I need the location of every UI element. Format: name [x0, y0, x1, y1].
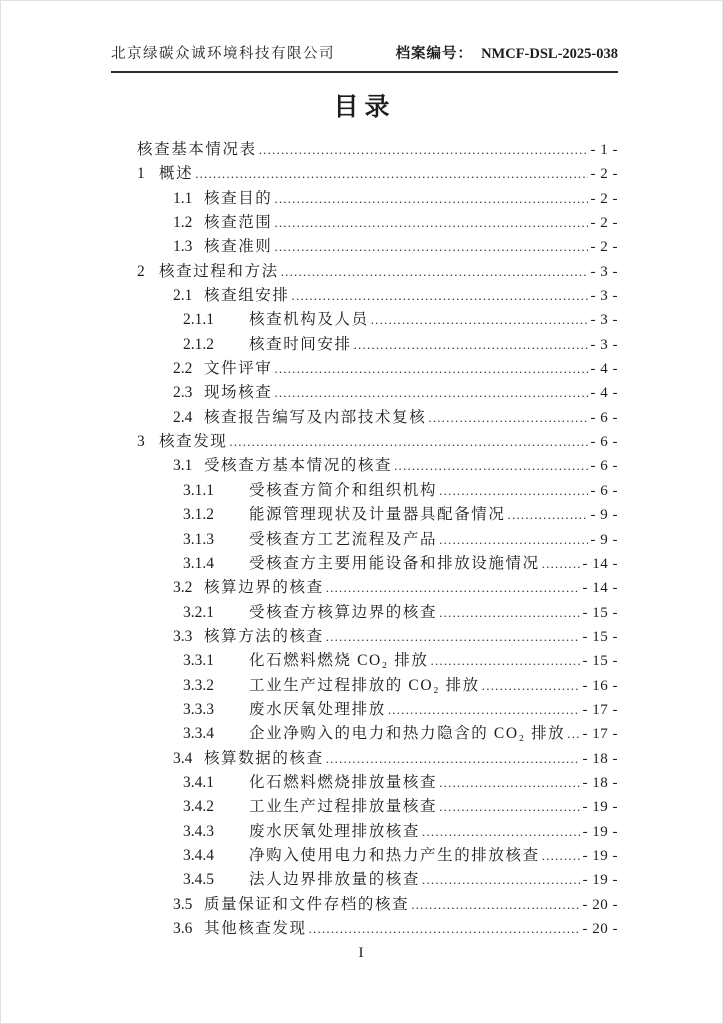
toc-entry-label: 法人边界排放量的核查: [249, 871, 421, 889]
toc-leader-dots: [326, 747, 580, 771]
toc-leader-dots: [439, 601, 579, 625]
toc-entry-number: 3.2.1: [183, 603, 214, 621]
toc-entry-number: 3.1.2: [183, 506, 214, 524]
toc-entry[interactable]: [111, 868, 618, 892]
archive-number-group: [396, 45, 618, 64]
toc-leader-dots: [259, 138, 588, 162]
toc-entry-page: - 9 -: [590, 507, 618, 524]
toc-entry-label: 废水厌氧处理排放核查: [249, 822, 421, 840]
toc-entry-number: 3.4: [173, 749, 193, 767]
toc-entry-label: 核算方法的核查: [204, 627, 324, 645]
toc-entry-page: - 14 -: [582, 580, 618, 597]
toc-entry-label: 化石燃料燃烧排放量核查: [249, 773, 438, 791]
toc-entry-label: 核算边界的核查: [204, 579, 324, 597]
toc-entry-number: 3.1: [173, 457, 193, 475]
toc-entry[interactable]: [111, 722, 618, 746]
toc-entry-label: 核查准则: [204, 238, 273, 256]
toc-entry[interactable]: [111, 162, 618, 186]
toc-leader-dots: [482, 674, 580, 698]
toc-entry-label: 核查基本情况表: [137, 141, 257, 158]
toc-entry-page: - 3 -: [590, 312, 618, 329]
toc-entry-number: 3.1.4: [183, 554, 214, 572]
toc-entry-page: - 19 -: [582, 823, 618, 840]
toc-entry-label: 受核查方工艺流程及产品: [249, 530, 438, 548]
toc-entry-page: - 20 -: [582, 896, 618, 913]
toc-leader-dots: [422, 868, 579, 892]
toc-entry-label: 核查范围: [204, 214, 273, 232]
toc-entry-number: 2.1.2: [183, 335, 214, 353]
toc-leader-dots: [292, 284, 588, 308]
toc-entry-number: 2.3: [173, 384, 193, 402]
toc-entry[interactable]: [111, 479, 618, 503]
toc-entry-number: 2: [137, 262, 145, 280]
toc-entry-label: 核查时间安排: [249, 335, 352, 353]
toc-leader-dots: [431, 649, 580, 673]
toc-leader-dots: [274, 381, 587, 405]
toc-entry-label: 工业生产过程排放量核查: [249, 798, 438, 816]
toc-entry-page: - 17 -: [582, 726, 618, 743]
toc-entry-label: 企业净购入的电力和热力隐含的 CO₂ 排放: [249, 725, 566, 743]
toc-leader-dots: [274, 357, 587, 381]
toc-entry[interactable]: [111, 625, 618, 649]
toc-leader-dots: [422, 820, 579, 844]
toc-entry-page: - 18 -: [582, 750, 618, 767]
toc-leader-dots: [542, 844, 580, 868]
toc-entry-number: 3.3.3: [183, 700, 214, 718]
toc-entry[interactable]: [111, 601, 618, 625]
toc-entry-label: 质量保证和文件存档的核查: [204, 895, 410, 913]
toc-entry-number: 3.2: [173, 579, 193, 597]
toc-entry-page: - 2 -: [590, 190, 618, 207]
toc-entry-label: 概述: [159, 165, 194, 183]
toc-entry[interactable]: [111, 674, 618, 698]
toc-entry-label: 核查组安排: [204, 287, 290, 305]
toc-leader-dots: [439, 479, 587, 503]
toc-leader-dots: [542, 552, 580, 576]
toc-entry[interactable]: [111, 771, 618, 795]
archive-number-label: 档案编号：: [395, 46, 474, 62]
toc-entry-page: - 15 -: [582, 604, 618, 621]
toc-entry[interactable]: [111, 649, 618, 673]
toc-entry-page: - 2 -: [590, 239, 618, 256]
toc-entry[interactable]: [111, 284, 618, 308]
toc-entry-number: 2.1: [173, 287, 193, 305]
toc-entry[interactable]: [111, 576, 618, 600]
toc-entry-page: - 16 -: [582, 677, 618, 694]
toc-entry-page: - 19 -: [582, 847, 618, 864]
toc-entry-number: 3.4.2: [183, 798, 214, 816]
toc-entry-label: 核查目的: [204, 189, 273, 207]
toc-leader-dots: [274, 187, 587, 211]
toc-entry-number: 3.1.1: [183, 481, 214, 499]
toc-leader-dots: [354, 333, 588, 357]
toc-entry-page: - 19 -: [582, 872, 618, 889]
toc-entry[interactable]: [111, 357, 618, 381]
toc-entry[interactable]: [111, 454, 618, 478]
toc-entry-page: - 6 -: [590, 458, 618, 475]
page-number-footer: I: [358, 945, 365, 961]
toc-entry[interactable]: [111, 528, 618, 552]
toc-leader-dots: [274, 211, 587, 235]
toc-entry[interactable]: [111, 820, 618, 844]
toc-entry[interactable]: [111, 503, 618, 527]
toc-entry-number: 3.3.2: [183, 676, 214, 694]
toc-entry[interactable]: [111, 893, 618, 917]
toc-entry-label: 受核查方基本情况的核查: [204, 457, 393, 475]
toc-entry-number: 3.4.3: [183, 822, 214, 840]
toc-entry[interactable]: [111, 747, 618, 771]
toc-entry-number: 3.3.1: [183, 652, 214, 670]
toc-leader-dots: [388, 698, 580, 722]
toc-entry-page: - 6 -: [590, 409, 618, 426]
toc-leader-dots: [439, 795, 579, 819]
toc-entry[interactable]: [111, 308, 618, 332]
toc-leader-dots: [439, 771, 579, 795]
toc-leader-dots: [309, 917, 580, 941]
toc-entry-label: 受核查方简介和组织机构: [249, 481, 438, 499]
toc-entry-number: 2.1.1: [183, 311, 214, 329]
toc-entry-label: 核查机构及人员: [249, 311, 369, 329]
toc-entry[interactable]: [111, 235, 618, 259]
toc-entry[interactable]: [111, 211, 618, 235]
toc-entry-page: - 3 -: [590, 336, 618, 353]
toc-entry-label: 核算数据的核查: [204, 749, 324, 767]
toc-entry[interactable]: [111, 187, 618, 211]
toc-entry-page: - 2 -: [590, 215, 618, 232]
toc-entry-label: 能源管理现状及计量器具配备情况: [249, 506, 506, 524]
page-title: 目录: [333, 94, 396, 121]
toc-entry[interactable]: [111, 552, 618, 576]
toc-entry-label: 受核查方核算边界的核查: [249, 603, 438, 621]
toc-entry[interactable]: [111, 917, 618, 941]
toc-leader-dots: [326, 625, 580, 649]
toc-entry[interactable]: [111, 430, 618, 454]
toc-entry-label: 核查发现: [159, 433, 228, 451]
toc-entry-number: 3.1.3: [183, 530, 214, 548]
toc-entry-page: - 6 -: [590, 434, 618, 451]
toc-entry-number: 3.6: [173, 920, 193, 937]
table-of-contents: [111, 138, 618, 941]
toc-entry-label: 核查过程和方法: [159, 262, 279, 280]
toc-entry-number: 3.4.1: [183, 773, 214, 791]
toc-entry-page: - 14 -: [582, 555, 618, 572]
toc-entry-page: - 18 -: [582, 774, 618, 791]
toc-entry[interactable]: [111, 260, 618, 284]
toc-entry-page: - 6 -: [590, 482, 618, 499]
toc-entry-page: - 2 -: [590, 166, 618, 183]
toc-entry[interactable]: [111, 406, 618, 430]
toc-entry-number: 3.4.4: [183, 846, 214, 864]
toc-entry-page: - 4 -: [590, 385, 618, 402]
toc-leader-dots: [281, 260, 588, 284]
toc-leader-dots: [508, 503, 588, 527]
toc-leader-dots: [411, 893, 579, 917]
toc-leader-dots: [567, 722, 579, 746]
toc-entry-number: 1.1: [173, 189, 193, 207]
toc-entry-label: 工业生产过程排放的 CO₂ 排放: [249, 676, 480, 694]
toc-entry[interactable]: [111, 333, 618, 357]
toc-leader-dots: [439, 528, 587, 552]
toc-entry-label: 受核查方主要用能设备和排放设施情况: [249, 554, 540, 572]
toc-entry-page: - 3 -: [590, 263, 618, 280]
toc-entry-number: 3: [137, 433, 145, 451]
toc-entry[interactable]: [111, 698, 618, 722]
toc-entry-label: 废水厌氧处理排放: [249, 700, 386, 718]
toc-entry-label: 文件评审: [204, 360, 273, 378]
toc-entry-number: 3.4.5: [183, 871, 214, 889]
toc-entry-number: 3.5: [173, 895, 193, 913]
toc-leader-dots: [394, 454, 587, 478]
toc-entry-label: 其他核查发现: [204, 920, 307, 937]
toc-entry-page: - 3 -: [590, 288, 618, 305]
archive-number-value: NMCF-DSL-2025-038: [481, 46, 618, 62]
toc-leader-dots: [274, 235, 587, 259]
toc-entry-label: 净购入使用电力和热力产生的排放核查: [249, 846, 540, 864]
toc-entry[interactable]: [111, 795, 618, 819]
toc-entry-number: 2.4: [173, 408, 193, 426]
toc-entry-label: 核查报告编写及内部技术复核: [204, 408, 427, 426]
toc-leader-dots: [371, 308, 588, 332]
toc-entry-page: - 19 -: [582, 799, 618, 816]
page-header: [111, 45, 618, 73]
toc-entry-page: - 4 -: [590, 361, 618, 378]
toc-entry-page: - 15 -: [582, 653, 618, 670]
toc-entry-page: - 1 -: [590, 142, 618, 158]
toc-entry-number: 1.3: [173, 238, 193, 256]
toc-leader-dots: [428, 406, 587, 430]
toc-entry-page: - 15 -: [582, 628, 618, 645]
toc-leader-dots: [195, 162, 587, 186]
toc-entry-label: 化石燃料燃烧 CO₂ 排放: [249, 652, 429, 670]
toc-entry[interactable]: [111, 844, 618, 868]
toc-entry-label: 现场核查: [204, 384, 273, 402]
toc-leader-dots: [229, 430, 587, 454]
company-name: 北京绿碳众诚环境科技有限公司: [111, 46, 335, 62]
toc-leader-dots: [326, 576, 580, 600]
toc-entry[interactable]: [111, 138, 618, 162]
toc-entry-number: 1: [137, 165, 145, 183]
toc-entry-number: 3.3: [173, 627, 193, 645]
toc-entry-number: 2.2: [173, 360, 193, 378]
toc-entry-page: - 9 -: [590, 531, 618, 548]
toc-entry[interactable]: [111, 381, 618, 405]
toc-entry-number: 1.2: [173, 214, 193, 232]
toc-entry-number: 3.3.4: [183, 725, 214, 743]
toc-entry-page: - 17 -: [582, 701, 618, 718]
toc-entry-page: - 20 -: [582, 921, 618, 937]
